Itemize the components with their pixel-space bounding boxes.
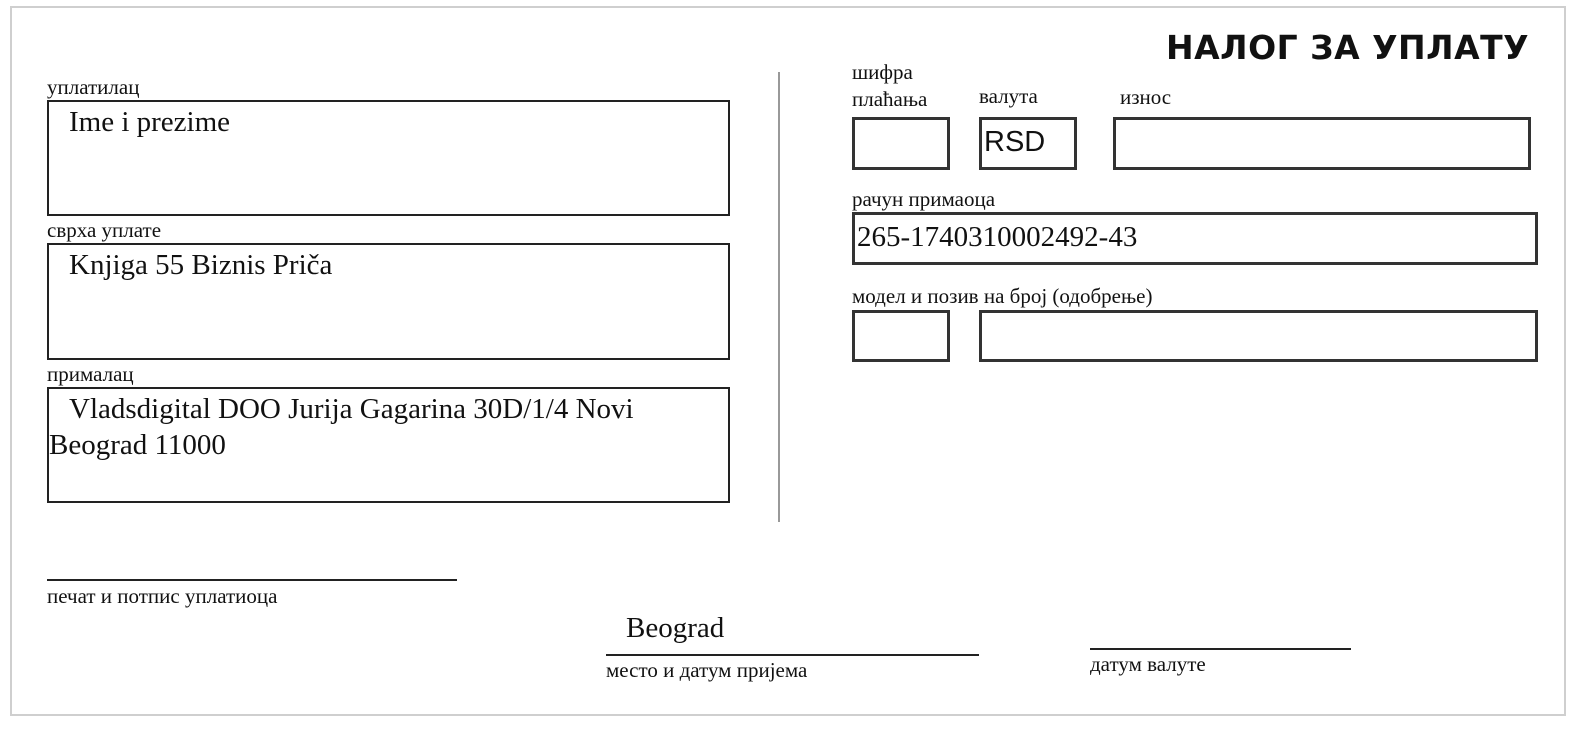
account-label: рачун примаоца	[852, 187, 996, 211]
model-reference-label: модел и позив на број (одобрење)	[852, 284, 1153, 308]
payer-label: уплатилац	[47, 75, 140, 99]
signature-label: печат и потпис уплатиоца	[47, 584, 278, 608]
purpose-value: Knjiga 55 Biznis Priča	[69, 249, 333, 281]
signature-line	[47, 579, 457, 581]
value-date-label: датум валуте	[1090, 652, 1206, 676]
payment-code-value	[855, 120, 947, 122]
payment-code-field[interactable]	[852, 117, 950, 170]
place-date-value[interactable]: Beograd	[626, 612, 725, 644]
place-date-line	[606, 654, 979, 656]
currency-label: валута	[979, 84, 1038, 108]
amount-label: износ	[1120, 85, 1172, 109]
model-value	[855, 313, 947, 317]
value-date-line[interactable]	[1090, 648, 1351, 650]
currency-value: RSD	[984, 126, 1046, 158]
form-title: НАЛОГ ЗА УПЛАТУ	[1166, 28, 1530, 67]
column-divider	[778, 72, 780, 522]
payer-field[interactable]	[47, 100, 730, 216]
model-field[interactable]	[852, 310, 950, 362]
recipient-label: прималац	[47, 362, 134, 386]
payer-value: Ime i prezime	[69, 106, 231, 138]
purpose-label: сврха уплате	[47, 218, 162, 242]
account-value: 265-1740310002492-43	[857, 221, 1138, 253]
payment-code-label-1: шифра	[852, 60, 913, 84]
reference-field[interactable]	[979, 310, 1538, 362]
currency-field[interactable]	[979, 117, 1077, 170]
reference-value	[982, 313, 1535, 317]
place-date-label: место и датум пријема	[606, 658, 808, 682]
amount-value	[1116, 120, 1528, 124]
recipient-value: Vladsdigital DOO Jurija Gagarina 30D/1/4 Novi Beograd 11000	[49, 393, 634, 461]
amount-field[interactable]	[1113, 117, 1531, 170]
payment-code-label-2: плаћања	[852, 87, 928, 111]
purpose-field[interactable]	[47, 243, 730, 360]
recipient-field[interactable]	[47, 387, 730, 503]
account-field[interactable]	[852, 212, 1538, 265]
